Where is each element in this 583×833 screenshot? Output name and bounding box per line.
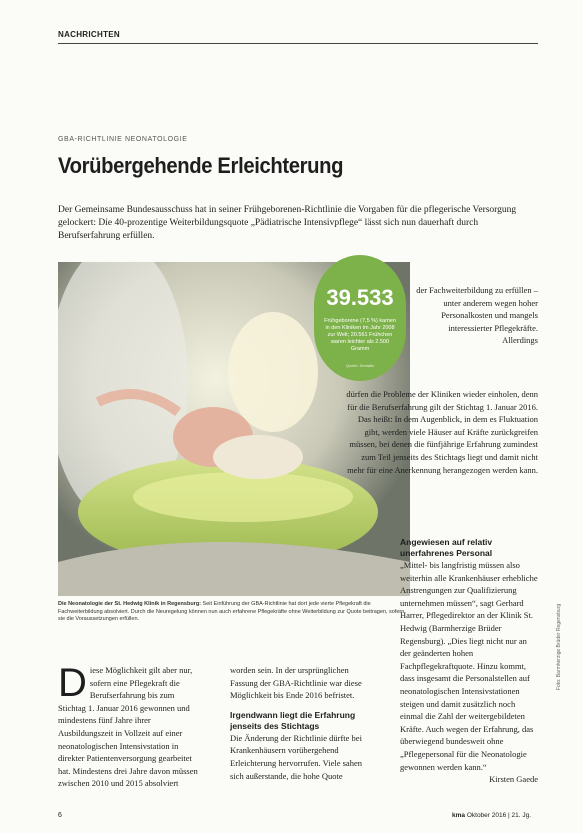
author-signature: Kirsten Gaede — [489, 774, 538, 785]
photo-credit: Foto: Barmherzige Brüder Regensburg — [556, 603, 562, 690]
lead-paragraph: Der Gemeinsame Bundesausschuss hat in seiner Frühgeborenen-Richtlinie die Vorgaben für die pflegerische Versorgung gelockert: Die 40-prozentige Weiterbildungsquote „Pädiatrische Intensivpflege“ lässt sich nun dauerhaft durch Berufserfahrung erfüllen. — [58, 205, 517, 241]
footer-date: Oktober 2016 — [466, 812, 507, 819]
footer-volume: 21. Jg. — [511, 812, 532, 819]
badge-credit: Quelle: Destatis — [345, 363, 375, 368]
body-column-1 — [58, 661, 198, 790]
body-column-3 — [400, 537, 538, 786]
body-column-2 — [230, 664, 370, 782]
col3-subheading: Angewiesen auf relativ unerfahrenes Personal — [400, 537, 493, 558]
headline: Vorübergehende Erleichterung — [58, 153, 344, 178]
footer-imprint: kma Oktober 2016 | 21. Jg. — [452, 812, 532, 819]
kicker: GBA-RICHTLINIE NEONATOLOGIE — [58, 136, 188, 143]
col2-text-2: Die Änderung der Richtlinie dürfte bei Krankenhäusern vorübergehend Erleichterung hervorrufen. Viele sahen sich außerstande, die hohe Quote — [230, 732, 362, 781]
caption-lead: Die Neonatologie der St. Hedwig Klinik in Regensburg: — [58, 601, 202, 607]
badge-number: 39.533 — [326, 285, 394, 310]
section-label: NACHRICHTEN — [58, 30, 120, 39]
col3-text: „Mittel- bis langfristig müssen also weiterhin alle Krankenhäuser erhebliche Anstrengungen zur Qualifizierung unternehmen müssen“, sagt Gerhard Harrer, Pflegedirektor an der Klinik St. Hedwig (Barmherzige Brüder Regensburg). „Dies liegt nicht nur an der geänderten hohen Fachpflegekraftquote. Hinzu kommt, dass insgesamt die Personalstellen auf neonatologischen Intensivstationen steigen und damit zusätzlich noch einmal die Zahl der weitergebildeten Kräfte. Auch wegen der Erfahrung, das überwiegend bundesweit ohne „Pflegepersonal für die Neonatologie gewonnen werden kann.“ — [400, 560, 538, 772]
right-column-middle: dürfen die Probleme der Kliniken wieder einholen, denn für die Berufserfahrung gilt der Stichtag 1. Januar 2016. Das heißt: In dem Augenblick, in dem es Fluktuation gibt, werden viele Häuser auf Kräfte zurückgreifen müssen, bei denen die fünfjährige Erfahrung zumindest zum Teil jenseits des Stichtags liegt und damit nicht mehr für eine Anerkennung herangezogen werden kann. — [346, 389, 538, 475]
right-column-top: der Fachweiterbildung zu erfüllen – unter anderem wegen hoher Personalkosten und mangels interessierter Pflegekräfte. Allerdings — [416, 285, 538, 346]
section-divider — [58, 43, 538, 44]
col2-subheading: Irgendwann liegt die Erfahrung jenseits des Stichtags — [230, 709, 356, 731]
photo-caption — [58, 601, 410, 624]
page-number: 6 — [58, 812, 62, 819]
caption-text: Seit Einführung der GBA-Richtlinie hat dort jede vierte Pflegekraft die Fachweiterbildung absolviert. Durch die Neuregelung können nun auch erfahrene Pflegekräfte ohne Weiterbildung zur Quote beitragen, sofern sie die Voraussetzungen erfüllen. — [58, 601, 405, 622]
footer-brand: kma — [452, 812, 466, 819]
col1-text: iese Möglichkeit gilt aber nur, sofern eine Pflegekraft die Berufserfahrung bis zum Stichtag 1. Januar 2016 gewonnen und mindestens fünf Jahre ihrer Ausbildungszeit in Vollzeit auf einer neonatologischen Intensivstation in direkter Patientenversorgung gearbeitet hat. Mindestens drei Jahre davon müssen zwischen 2010 und 2015 absolviert — [58, 665, 198, 789]
statistic-badge — [314, 255, 406, 381]
badge-text: Frühgeborene (7,5 %) kamen in den Kliniken im Jahr 2008 zur Welt; 20.561 Frühchen waren leichter als 2.500 Gramm — [324, 318, 396, 352]
drop-cap: D — [58, 661, 87, 705]
col2-text-1: worden sein. In der ursprünglichen Fassung der GBA-Richtlinie war diese Möglichkeit bis Ende 2016 befristet. — [230, 665, 362, 701]
